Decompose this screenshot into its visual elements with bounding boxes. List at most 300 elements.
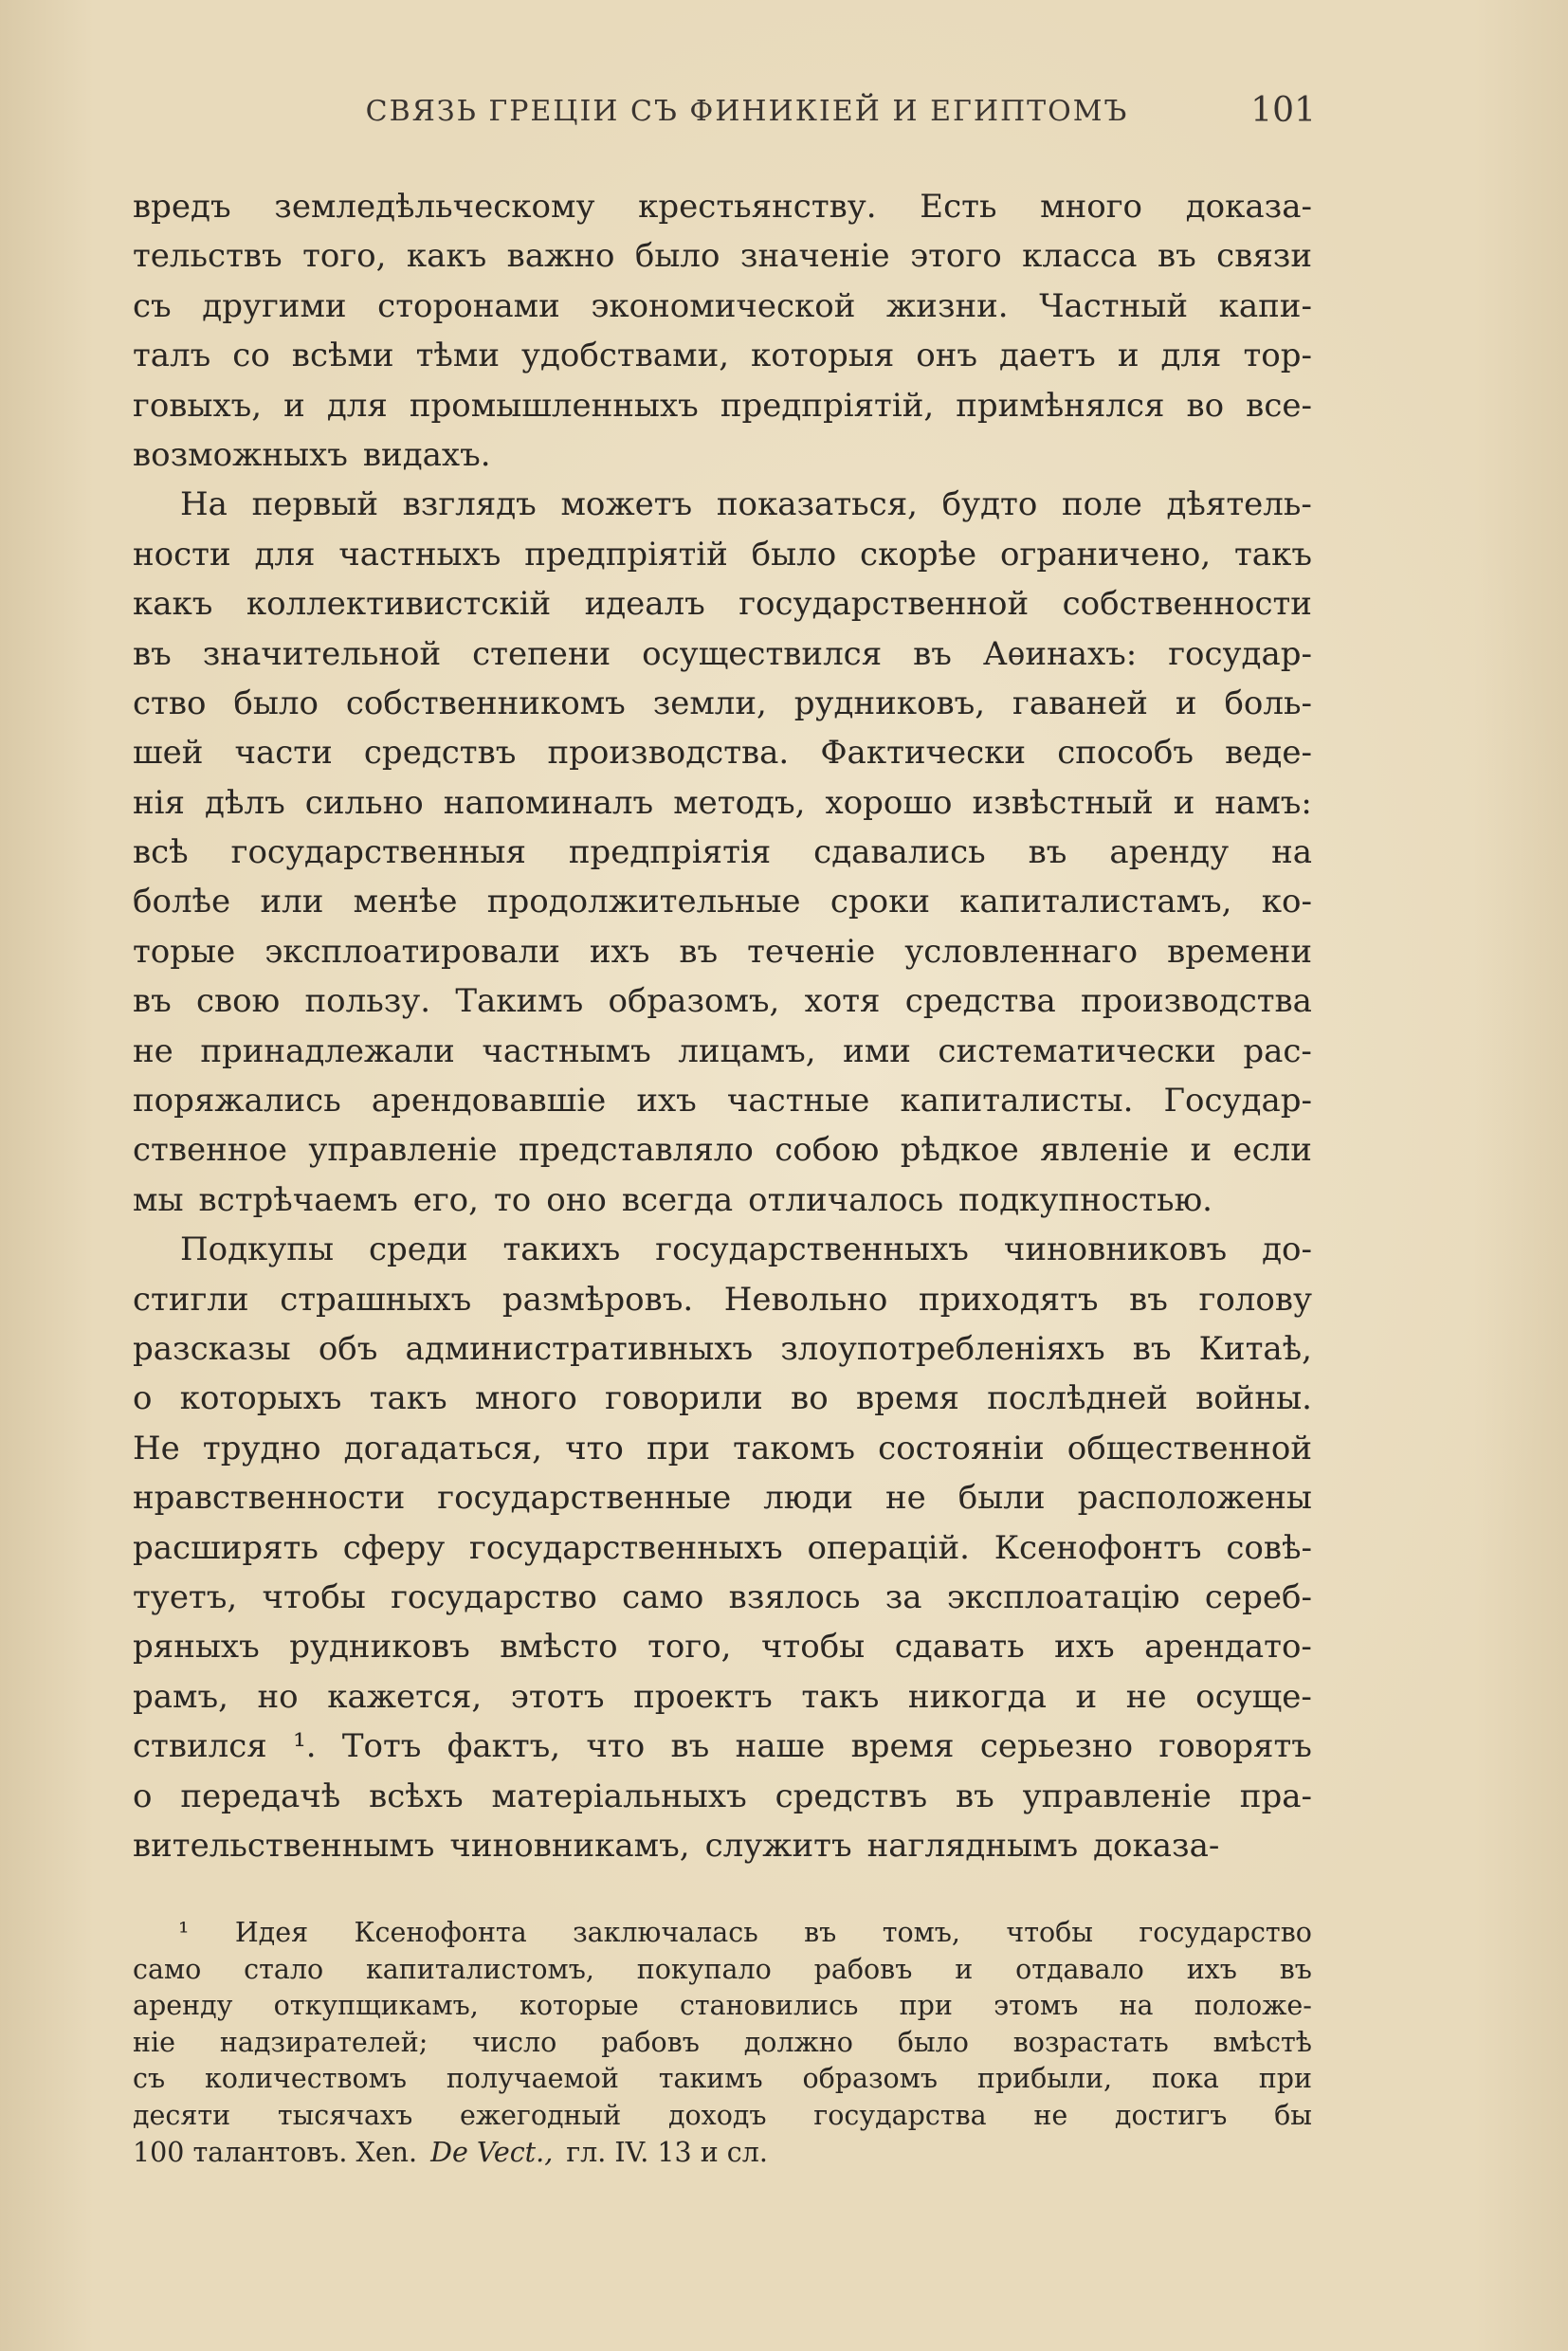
word: бы: [1274, 2099, 1312, 2131]
word: въ: [1129, 1280, 1168, 1319]
word: нія: [133, 783, 185, 822]
word: образомъ: [802, 2063, 938, 2095]
word: не: [133, 1031, 173, 1070]
word: Есть: [920, 188, 997, 226]
text-line: [133, 1125, 1312, 1175]
word: тор-: [1243, 337, 1312, 375]
word: капиталисты.: [900, 1082, 1134, 1121]
word: въ: [1028, 833, 1067, 872]
word: этого: [910, 237, 1002, 276]
word: напоминалъ: [443, 783, 654, 822]
word: что: [565, 1429, 624, 1467]
word: крестьянству.: [638, 188, 877, 226]
word: чтобы: [760, 1628, 866, 1667]
word: страшныхъ: [280, 1280, 472, 1319]
word: собственникомъ: [345, 683, 626, 722]
footnote-line: [133, 1952, 1312, 1989]
word: Частный: [1039, 286, 1189, 325]
footnote-line: [133, 2098, 1312, 2135]
word: доходъ: [667, 2099, 767, 2131]
word: стало: [244, 1953, 324, 1985]
text-line: [133, 282, 1312, 331]
word: нравственности: [133, 1479, 406, 1518]
word: ко-: [1261, 883, 1312, 921]
word: было: [634, 237, 720, 276]
text-line: [133, 976, 1312, 1026]
word: въ: [1132, 1329, 1172, 1368]
word: на: [1119, 1990, 1154, 2022]
word: среди: [369, 1230, 468, 1269]
running-head: [178, 91, 1316, 142]
word: положе-: [1194, 1990, 1312, 2022]
word: капиталистамъ,: [959, 883, 1232, 921]
word: расположены: [1077, 1479, 1312, 1518]
word: предпріятій,: [720, 386, 935, 425]
word: стигли: [133, 1280, 249, 1319]
word: чтобы: [262, 1577, 366, 1616]
word: во: [1186, 386, 1225, 425]
text-line: [133, 1622, 1312, 1671]
word: люди: [763, 1479, 853, 1518]
word: въ: [913, 634, 952, 673]
word: его,: [412, 1180, 479, 1219]
word: того,: [647, 1628, 732, 1667]
word: этотъ: [510, 1677, 605, 1716]
word: веде-: [1225, 734, 1312, 773]
word: до-: [1262, 1230, 1312, 1269]
word: административныхъ: [405, 1329, 754, 1368]
text-line: [133, 1473, 1312, 1522]
word: скорѣе: [860, 535, 977, 574]
word: послѣдней: [987, 1379, 1168, 1418]
word: проектъ: [633, 1677, 773, 1716]
word: въ: [133, 982, 172, 1021]
word: голову: [1198, 1280, 1312, 1319]
word: и: [1175, 683, 1197, 722]
word: коллективистскій: [246, 585, 552, 624]
word: рѣдкое: [900, 1131, 1019, 1170]
cited-work-title: De Vect.,: [430, 2136, 554, 2168]
word: другими: [202, 286, 347, 325]
word: тысячахъ: [277, 2099, 413, 2131]
word: Ксенофонта: [354, 1917, 527, 1948]
text-line: [133, 1672, 1312, 1722]
word: вительственнымъ: [133, 1826, 435, 1865]
word: время: [855, 1379, 959, 1418]
word: значеніе: [739, 237, 890, 276]
word: матеріальныхъ: [491, 1777, 747, 1815]
word: что: [586, 1727, 646, 1766]
word: въ: [670, 1727, 710, 1766]
word: въ: [1279, 1953, 1312, 1985]
word: всегда: [621, 1180, 734, 1219]
word: продолжительные: [486, 883, 801, 921]
word: служитъ: [704, 1826, 852, 1865]
word: въ: [679, 932, 719, 971]
word: заключалась: [573, 1917, 758, 1948]
word: не: [1033, 2099, 1068, 2131]
word: было: [751, 535, 837, 574]
word: такихъ: [502, 1230, 621, 1269]
word: не: [884, 1479, 926, 1518]
word: промышленныхъ: [409, 386, 699, 425]
word: всѣ: [133, 833, 189, 872]
word: всѣхъ: [369, 1777, 464, 1815]
word: собою: [775, 1131, 880, 1170]
word: за: [884, 1577, 922, 1616]
word: мы: [133, 1180, 184, 1219]
word: количествомъ: [204, 2063, 407, 2095]
word: говорили: [605, 1379, 763, 1418]
word: размѣровъ.: [501, 1280, 694, 1319]
word: Подкупы: [180, 1230, 335, 1269]
word: экономической: [591, 286, 856, 325]
word: средствъ: [363, 734, 517, 773]
citation-text: гл. IV. 13 и сл.: [566, 2136, 768, 2168]
text-line: [133, 579, 1312, 629]
word: эксплоатировали: [264, 932, 560, 971]
word: все-: [1246, 386, 1312, 425]
text-line: [133, 530, 1312, 579]
word: ограничено,: [1000, 535, 1212, 574]
word: и: [283, 386, 305, 425]
word: части: [234, 734, 333, 773]
word: рудниковъ,: [793, 683, 986, 722]
word: образомъ,: [608, 982, 780, 1021]
word: показаться,: [716, 485, 918, 524]
word: совѣ-: [1226, 1528, 1312, 1567]
word: аренду: [1109, 833, 1230, 872]
word: производства.: [547, 734, 790, 773]
word: говорятъ: [1158, 1727, 1312, 1766]
word: общественной: [1067, 1429, 1312, 1467]
word: Идея: [234, 1917, 309, 1948]
word: даетъ: [999, 337, 1096, 375]
word: всѣми: [291, 337, 394, 375]
word: представляло: [519, 1131, 754, 1170]
word: частнымъ: [482, 1031, 651, 1070]
word: государ-: [1168, 634, 1312, 673]
word: или: [260, 883, 324, 921]
word: встрѣчаемъ: [198, 1180, 398, 1219]
word: Государ-: [1163, 1082, 1312, 1121]
word: государственныхъ: [469, 1528, 783, 1567]
word: управленіе: [1022, 1777, 1212, 1815]
word: сереб-: [1204, 1577, 1312, 1616]
word: хорошо: [825, 783, 953, 822]
word: управленіе: [308, 1131, 498, 1170]
word: такимъ: [658, 2063, 763, 2095]
text-line: [133, 1424, 1312, 1473]
word: нагляднымъ: [866, 1826, 1079, 1865]
word: само: [133, 1953, 202, 1985]
footnote-line: [133, 2061, 1312, 2098]
word: шей: [133, 734, 204, 773]
word: рудниковъ: [289, 1628, 470, 1667]
word: свою: [196, 982, 281, 1021]
footnote-line: [133, 1988, 1312, 2025]
word: средствъ: [775, 1777, 928, 1815]
word: времени: [1167, 932, 1312, 971]
word: первый: [251, 485, 378, 524]
word: можетъ: [560, 485, 693, 524]
word: сторонами: [377, 286, 560, 325]
word: много: [474, 1379, 577, 1418]
word: ежегодный: [459, 2099, 622, 2131]
word: на: [1271, 833, 1312, 872]
word: такъ: [369, 1379, 447, 1418]
word: чиновниковъ: [1003, 1230, 1228, 1269]
word: жизни.: [886, 286, 1009, 325]
word: много: [1040, 188, 1143, 226]
word: ряныхъ: [133, 1628, 260, 1667]
word: отличалось: [748, 1180, 944, 1219]
word: осуществился: [642, 634, 883, 673]
word: ихъ: [589, 932, 650, 971]
text-line: [133, 1027, 1312, 1076]
word: были: [957, 1479, 1046, 1518]
word: наше: [735, 1727, 826, 1766]
footnote-line: [133, 2135, 1312, 2172]
body-text: [133, 182, 1312, 1870]
word: условленнаго: [904, 932, 1139, 971]
text-line: [133, 231, 1312, 281]
word: при: [1258, 2063, 1312, 2095]
word: должно: [743, 2026, 853, 2058]
word: подкупностью.: [958, 1180, 1212, 1219]
word: принадлежали: [200, 1031, 455, 1070]
word: частные: [726, 1082, 870, 1121]
word: систематически: [938, 1031, 1216, 1070]
word: которыхъ: [179, 1379, 342, 1418]
word: ихъ: [1054, 1628, 1115, 1667]
word: менѣе: [353, 883, 458, 921]
word: будто: [941, 485, 1038, 524]
word: со: [232, 337, 270, 375]
word: такъ: [1234, 535, 1312, 574]
word: войны.: [1195, 1379, 1312, 1418]
word: надзирателей;: [219, 2026, 428, 2058]
word: сферу: [342, 1528, 446, 1567]
word: возможныхъ: [133, 435, 348, 474]
word: во: [791, 1379, 829, 1418]
footnote-line: [133, 1915, 1312, 1952]
word: которые: [520, 1990, 639, 2022]
text-line: [133, 728, 1312, 777]
word: Не: [133, 1429, 180, 1467]
word: приходятъ: [918, 1280, 1099, 1319]
word: операцій.: [807, 1528, 970, 1567]
word: разсказы: [133, 1329, 291, 1368]
word: извѣстный: [972, 783, 1154, 822]
word: эксплоатацію: [946, 1577, 1180, 1616]
word: частныхъ: [338, 535, 501, 574]
text-line: [133, 1076, 1312, 1125]
word: откупщикамъ,: [273, 1990, 479, 2022]
word: намъ:: [1214, 783, 1312, 822]
word: тельствъ: [133, 237, 283, 276]
word: хотя: [804, 982, 881, 1021]
text-line: [133, 1722, 1312, 1771]
word: ихъ: [636, 1082, 697, 1121]
word: дѣятель-: [1166, 485, 1312, 524]
word: ими: [843, 1031, 911, 1070]
word: явленіе: [1040, 1131, 1170, 1170]
word: сдавать: [894, 1628, 1025, 1667]
word: земледѣльческому: [274, 188, 595, 226]
word: предпріятій: [524, 535, 728, 574]
word: съ: [133, 286, 172, 325]
word: ности: [133, 535, 231, 574]
word: достигъ: [1114, 2099, 1228, 2131]
word: этомъ: [994, 1990, 1079, 2022]
text-line: [133, 1573, 1312, 1622]
word: состояніи: [878, 1429, 1045, 1467]
text-line: [133, 331, 1312, 380]
word: кажется,: [327, 1677, 483, 1716]
word: пра-: [1239, 1777, 1312, 1815]
word: получаемой: [446, 2063, 619, 2095]
word: въ: [804, 1917, 837, 1948]
word: становились: [679, 1990, 859, 2022]
word: время: [850, 1727, 955, 1766]
word: болѣе: [133, 883, 231, 921]
word: расширять: [133, 1528, 319, 1567]
word: значительной: [202, 634, 442, 673]
word: Невольно: [723, 1280, 888, 1319]
word: связи: [1216, 237, 1312, 276]
word: онъ: [916, 337, 978, 375]
word: было: [233, 683, 319, 722]
word: взглядъ: [402, 485, 537, 524]
word: для: [254, 535, 316, 574]
word: На: [180, 485, 228, 524]
word: арендовавшіе: [371, 1082, 607, 1121]
word: злоупотребленіяхъ: [780, 1329, 1105, 1368]
text-line: [133, 182, 1312, 231]
word: вредъ: [133, 188, 231, 226]
page-number: 101: [1250, 91, 1316, 130]
word: ственное: [133, 1131, 288, 1170]
text-line: [133, 381, 1312, 430]
word: ніе: [133, 2026, 175, 2058]
word: ¹.: [293, 1727, 317, 1766]
word: при: [899, 1990, 953, 2022]
word: государство: [391, 1577, 597, 1616]
word: земли,: [652, 683, 767, 722]
word: способъ: [1057, 734, 1194, 773]
word: въ: [956, 1777, 994, 1815]
word: Такимъ: [455, 982, 584, 1021]
word: поряжались: [133, 1082, 341, 1121]
word: видахъ.: [362, 435, 491, 474]
word: пока: [1151, 2063, 1219, 2095]
word: то: [493, 1180, 532, 1219]
text-line: [133, 430, 1312, 480]
word: важно: [506, 237, 615, 276]
running-title: СВЯЗЬ ГРЕЦІИ СЪ ФИНИКІЕЙ И ЕГИПТОМЪ: [365, 95, 1129, 128]
word: Тотъ: [341, 1727, 422, 1766]
word: сроки: [830, 883, 930, 921]
word: пользу.: [304, 982, 431, 1021]
word: и: [1173, 783, 1195, 822]
word: собственности: [1062, 585, 1312, 624]
word: при: [646, 1429, 711, 1467]
word: ствился: [133, 1727, 267, 1766]
word: какъ: [406, 237, 487, 276]
word: производства: [1081, 982, 1312, 1021]
text-line: [133, 927, 1312, 976]
word: число: [472, 2026, 557, 2058]
word: государственной: [738, 585, 1030, 624]
word: доказа-: [1185, 188, 1312, 226]
word: боль-: [1224, 683, 1312, 722]
word: для: [326, 386, 388, 425]
word: степени: [472, 634, 611, 673]
word: не: [1125, 1677, 1167, 1716]
text-line: [133, 1176, 1312, 1225]
word: такъ: [801, 1677, 880, 1716]
word: рамъ,: [133, 1677, 228, 1716]
text-line: [133, 1821, 1312, 1870]
word: вмѣсто: [500, 1628, 618, 1667]
text-line: [133, 629, 1312, 679]
word: никогда: [907, 1677, 1047, 1716]
word: съ: [133, 2063, 166, 2095]
word: государственные: [437, 1479, 732, 1518]
citation-text: 100 талантовъ. Xen.: [133, 2136, 418, 2168]
word: аренду: [133, 1990, 233, 2022]
text-line: [133, 1275, 1312, 1324]
text-line: [133, 480, 1312, 529]
text-line: [133, 828, 1312, 877]
word: прибыли,: [976, 2063, 1113, 2095]
word: догадаться,: [343, 1429, 542, 1467]
word: и: [1190, 1131, 1212, 1170]
word: но: [257, 1677, 299, 1716]
word: рабовъ: [813, 1953, 913, 1985]
word: Ксенофонтъ: [994, 1528, 1202, 1567]
word: гаваней: [1012, 683, 1148, 722]
word: Фактически: [820, 734, 1027, 773]
word: средства: [904, 982, 1056, 1021]
word: тѣми: [415, 337, 500, 375]
word: томъ,: [882, 1917, 960, 1948]
word: о: [133, 1379, 153, 1418]
word: само: [622, 1577, 704, 1616]
word: если: [1232, 1131, 1312, 1170]
word: капиталистомъ,: [365, 1953, 594, 1985]
word: осуще-: [1195, 1677, 1312, 1716]
word: дѣлъ: [205, 783, 285, 822]
word: было: [897, 2026, 969, 2058]
word: которыя: [751, 337, 895, 375]
word: Аѳинахъ:: [982, 634, 1138, 673]
word: и: [1117, 337, 1140, 375]
word: въ: [133, 634, 172, 673]
word: Китаѣ,: [1198, 1329, 1312, 1368]
word: ство: [133, 683, 207, 722]
text-line: [133, 679, 1312, 728]
word: взялось: [728, 1577, 861, 1616]
word: государственныя: [230, 833, 526, 872]
word: капи-: [1218, 286, 1312, 325]
text-line: [133, 1225, 1312, 1274]
word: государственныхъ: [655, 1230, 969, 1269]
word: государство: [1139, 1917, 1312, 1948]
word: возрастать: [1012, 2026, 1169, 2058]
word: теченіе: [747, 932, 876, 971]
